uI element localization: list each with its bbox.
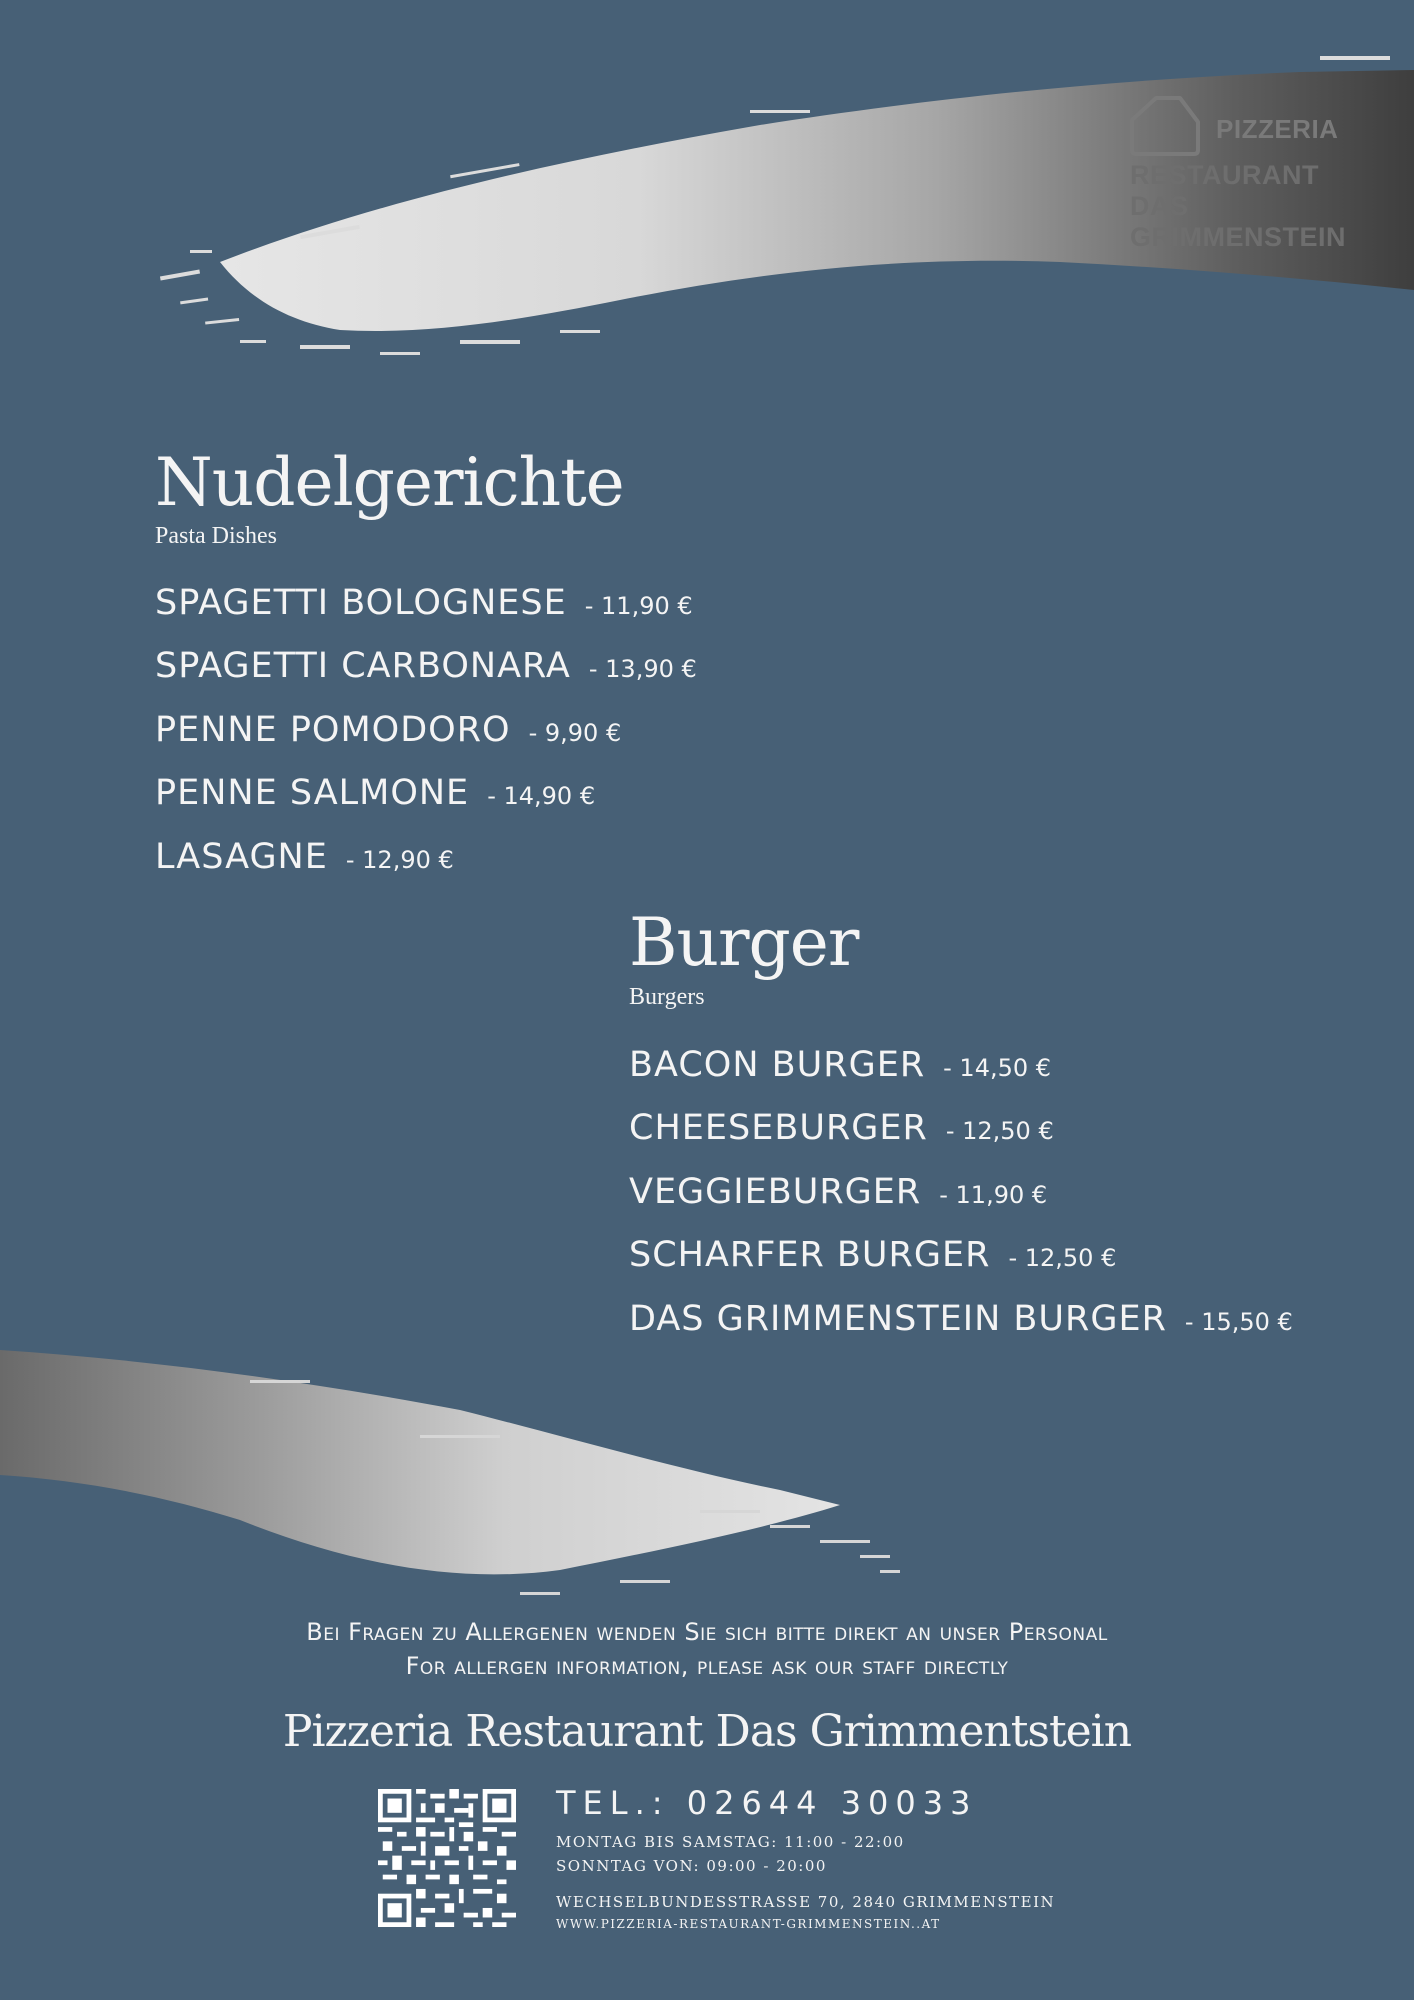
- menu-item-price: - 11,90 €: [939, 1181, 1048, 1209]
- menu-item: [629, 1172, 1047, 1212]
- menu-item-name: SCHARFER BURGER: [629, 1235, 991, 1275]
- menu-item-price: - 14,50 €: [943, 1054, 1052, 1082]
- section-subtitle-burger: Burgers: [629, 984, 705, 1010]
- logo-line-pizzeria: PIZZERIA: [1216, 114, 1339, 144]
- logo-line-das: DAS: [1130, 191, 1189, 221]
- menu-item-price: - 12,50 €: [1008, 1244, 1117, 1272]
- address: WECHSELBUNDESSTRASSE 70, 2840 GRIMMENSTEIN: [556, 1893, 1056, 1911]
- menu-item-price: - 14,90 €: [487, 782, 596, 810]
- logo-line-restaurant: RESTAURANT: [1130, 160, 1319, 190]
- menu-item: [629, 1235, 1116, 1275]
- menu-item-price: - 9,90 €: [528, 719, 622, 747]
- restaurant-name: Pizzeria Restaurant Das Grimmentstein: [282, 1706, 1132, 1757]
- menu-item: [155, 583, 693, 623]
- telephone: TEL.: 02644 30033: [556, 1784, 978, 1822]
- section-subtitle-pasta: Pasta Dishes: [155, 523, 277, 549]
- opening-hours-sunday: SONNTAG VON: 09:00 - 20:00: [556, 1857, 827, 1875]
- qr-code-icon: [378, 1789, 516, 1927]
- menu-item: [629, 1045, 1051, 1085]
- house-outline-icon: [1128, 94, 1202, 158]
- menu-item-name: CHEESEBURGER: [629, 1108, 928, 1148]
- restaurant-logo: [1128, 94, 1348, 254]
- section-title-burger: Burger: [629, 904, 859, 981]
- section-title-pasta: Nudelgerichte: [155, 444, 624, 521]
- logo-line-grimmenstein: GRIMMENSTEIN: [1130, 222, 1347, 252]
- menu-item-name: LASAGNE: [155, 837, 328, 877]
- menu-item-name: DAS GRIMMENSTEIN BURGER: [629, 1299, 1167, 1339]
- menu-item-price: - 12,50 €: [945, 1117, 1054, 1145]
- website: WWW.PIZZERIA-RESTAURANT-GRIMMENSTEIN..AT: [556, 1917, 941, 1931]
- menu-item-price: - 15,50 €: [1184, 1308, 1293, 1336]
- menu-item-name: PENNE POMODORO: [155, 710, 511, 750]
- menu-item: [155, 837, 454, 877]
- bottom-brush-stroke: [0, 1300, 1000, 1610]
- menu-item-price: - 12,90 €: [345, 846, 454, 874]
- logo-line-name: [1130, 160, 1346, 253]
- opening-hours-weekdays: MONTAG BIS SAMSTAG: 11:00 - 22:00: [556, 1833, 905, 1851]
- allergen-note-english: For allergen information, please ask our staff directly: [405, 1652, 1009, 1680]
- menu-item-name: BACON BURGER: [629, 1045, 926, 1085]
- menu-item-name: PENNE SALMONE: [155, 773, 470, 813]
- menu-item-name: VEGGIEBURGER: [629, 1172, 922, 1212]
- menu-item-price: - 11,90 €: [584, 592, 693, 620]
- menu-item: [629, 1108, 1054, 1148]
- menu-item-name: SPAGETTI CARBONARA: [155, 646, 571, 686]
- allergen-note-german: Bei Fragen zu Allergenen wenden Sie sich bitte direkt an unser Personal: [306, 1618, 1108, 1646]
- menu-item: [155, 646, 697, 686]
- menu-item-name: SPAGETTI BOLOGNESE: [155, 583, 567, 623]
- menu-item: [155, 710, 621, 750]
- menu-item-price: - 13,90 €: [588, 655, 697, 683]
- menu-item: [155, 773, 595, 813]
